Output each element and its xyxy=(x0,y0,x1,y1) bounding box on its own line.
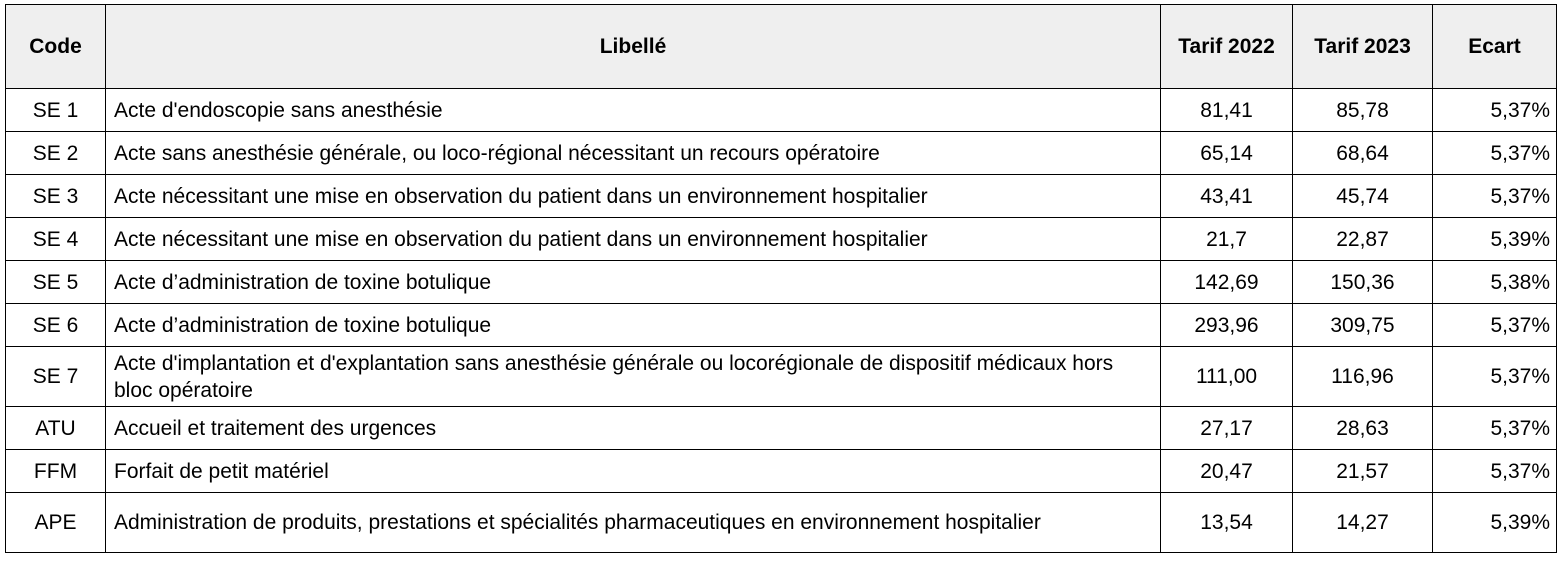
cell-ecart: 5,37% xyxy=(1433,132,1557,175)
cell-tarif-2022: 13,54 xyxy=(1161,493,1293,553)
cell-ecart: 5,38% xyxy=(1433,261,1557,304)
cell-code: ATU xyxy=(6,407,106,450)
cell-code: FFM xyxy=(6,450,106,493)
cell-ecart: 5,37% xyxy=(1433,89,1557,132)
tarifs-table xyxy=(5,4,1557,553)
cell-code: SE 2 xyxy=(6,132,106,175)
table-body xyxy=(6,89,1557,553)
cell-libelle: Administration de produits, prestations et spécialités pharmaceutiques en environnement hospitalier xyxy=(106,493,1161,553)
cell-tarif-2022: 142,69 xyxy=(1161,261,1293,304)
cell-ecart: 5,37% xyxy=(1433,407,1557,450)
header-row xyxy=(6,5,1557,89)
cell-tarif-2023: 45,74 xyxy=(1293,175,1433,218)
cell-tarif-2023: 85,78 xyxy=(1293,89,1433,132)
cell-tarif-2022: 20,47 xyxy=(1161,450,1293,493)
cell-tarif-2022: 21,7 xyxy=(1161,218,1293,261)
cell-tarif-2022: 27,17 xyxy=(1161,407,1293,450)
cell-code: SE 5 xyxy=(6,261,106,304)
cell-tarif-2022: 293,96 xyxy=(1161,304,1293,347)
cell-code: APE xyxy=(6,493,106,553)
cell-tarif-2022: 81,41 xyxy=(1161,89,1293,132)
table-row xyxy=(6,175,1557,218)
cell-tarif-2022: 65,14 xyxy=(1161,132,1293,175)
header-code: Code xyxy=(6,5,106,89)
table-row xyxy=(6,261,1557,304)
cell-libelle: Acte d’administration de toxine botulique xyxy=(106,304,1161,347)
cell-code: SE 1 xyxy=(6,89,106,132)
cell-tarif-2023: 68,64 xyxy=(1293,132,1433,175)
cell-tarif-2023: 22,87 xyxy=(1293,218,1433,261)
cell-tarif-2023: 28,63 xyxy=(1293,407,1433,450)
header-tarif-2023: Tarif 2023 xyxy=(1293,5,1433,89)
table-row xyxy=(6,218,1557,261)
cell-tarif-2023: 150,36 xyxy=(1293,261,1433,304)
cell-libelle: Acte d’administration de toxine botulique xyxy=(106,261,1161,304)
cell-tarif-2022: 43,41 xyxy=(1161,175,1293,218)
table-row xyxy=(6,407,1557,450)
table-row xyxy=(6,89,1557,132)
cell-ecart: 5,37% xyxy=(1433,450,1557,493)
cell-tarif-2022: 111,00 xyxy=(1161,347,1293,407)
cell-ecart: 5,37% xyxy=(1433,347,1557,407)
header-tarif-2022: Tarif 2022 xyxy=(1161,5,1293,89)
cell-ecart: 5,39% xyxy=(1433,218,1557,261)
table-header xyxy=(6,5,1557,89)
cell-code: SE 3 xyxy=(6,175,106,218)
cell-tarif-2023: 116,96 xyxy=(1293,347,1433,407)
cell-ecart: 5,39% xyxy=(1433,493,1557,553)
table-row xyxy=(6,304,1557,347)
cell-code: SE 4 xyxy=(6,218,106,261)
cell-libelle: Acte sans anesthésie générale, ou loco-régional nécessitant un recours opératoire xyxy=(106,132,1161,175)
table-row xyxy=(6,132,1557,175)
header-libelle: Libellé xyxy=(106,5,1161,89)
cell-tarif-2023: 21,57 xyxy=(1293,450,1433,493)
table-row xyxy=(6,450,1557,493)
cell-libelle: Acte nécessitant une mise en observation du patient dans un environnement hospitalier xyxy=(106,175,1161,218)
cell-code: SE 6 xyxy=(6,304,106,347)
cell-libelle: Accueil et traitement des urgences xyxy=(106,407,1161,450)
cell-libelle: Forfait de petit matériel xyxy=(106,450,1161,493)
cell-ecart: 5,37% xyxy=(1433,175,1557,218)
cell-libelle: Acte nécessitant une mise en observation du patient dans un environnement hospitalier xyxy=(106,218,1161,261)
cell-code: SE 7 xyxy=(6,347,106,407)
cell-tarif-2023: 14,27 xyxy=(1293,493,1433,553)
table-row xyxy=(6,493,1557,553)
cell-ecart: 5,37% xyxy=(1433,304,1557,347)
cell-libelle: Acte d'implantation et d'explantation sans anesthésie générale ou locorégionale de dispositif médicaux hors bloc opératoire xyxy=(106,347,1161,407)
header-ecart: Ecart xyxy=(1433,5,1557,89)
table-row xyxy=(6,347,1557,407)
cell-libelle: Acte d'endoscopie sans anesthésie xyxy=(106,89,1161,132)
cell-tarif-2023: 309,75 xyxy=(1293,304,1433,347)
